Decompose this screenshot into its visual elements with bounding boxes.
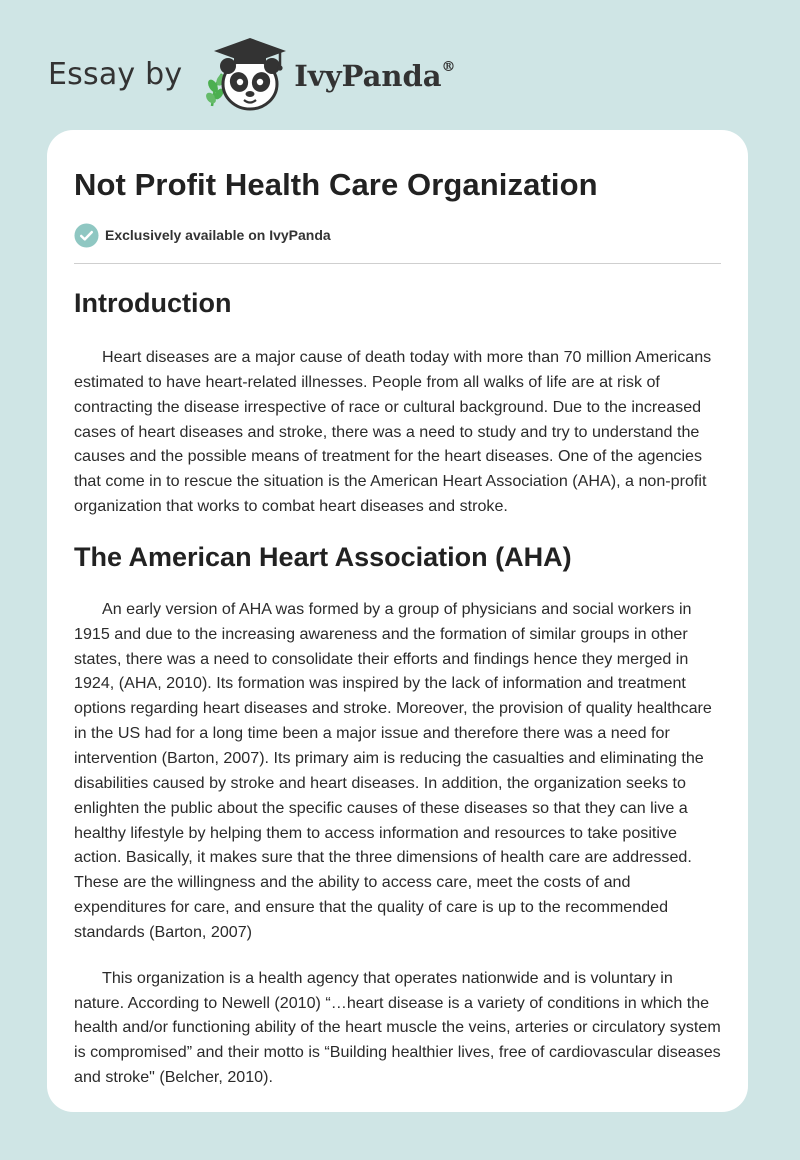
essay-by-label: Essay by	[48, 56, 183, 92]
brand-logo-text[interactable]: IvyPanda®	[294, 59, 456, 93]
site-header	[48, 34, 456, 114]
page-title: Not Profit Health Care Organization	[74, 167, 598, 202]
paragraph: This organization is a health agency that operates nationwide and is voluntary in nature. According to Newell (2010) “…heart disease is a variety of conditions in which the health and/or functioning ability of the heart muscle the veins, arteries or circulatory system is compromised” and their motto is “Building healthier lives, free of cardiovascular diseases and stroke" (Belcher, 2010).	[74, 968, 721, 1087]
paragraph: Heart diseases are a major cause of death today with more than 70 million Americans estimated to have heart-related illnesses. People from all walks of life are at risk of contracting the disease irrespective of race or cultural background. Due to the increased cases of heart diseases and stroke, there was a need to study and try to understand the causes and the possible means of treatment for the heart diseases. One of the agencies that come in to rescue the situation is the American Heart Association (AHA), a non-profit organization that works to combat heart diseases and stroke.	[74, 348, 712, 516]
divider	[74, 263, 721, 264]
section-heading-aha: The American Heart Association (AHA)	[74, 541, 572, 572]
badge-label: Exclusively available on IvyPanda	[105, 227, 331, 243]
exclusive-badge	[74, 220, 721, 250]
panda-graduate-icon[interactable]	[202, 34, 286, 114]
essay-card	[47, 130, 748, 1112]
check-circle-icon	[74, 223, 99, 248]
paragraph: An early version of AHA was formed by a group of physicians and social workers in 1915 and due to the increasing awareness and the formation of similar groups in other states, there was a need to consolidate their efforts and findings hence they merged in 1924, (AHA, 2010). Its formation was inspired by the lack of information and treatment options regarding heart diseases and stroke. Moreover, the provision of quality healthcare in the US had for a long time been a major issue and therefore there was a need for intervention (Barton, 2007). Its primary aim is reducing the casualties and eliminating the disabilities caused by stroke and heart diseases. In addition, the organization seeks to enlighten the public about the specific causes of these diseases so that they can live a healthy lifestyle by helping them to access information and resources to take positive action. Basically, it makes sure that the three dimensions of health care are addressed. These are the willingness and the ability to access care, meet the costs of and expenditures for care, and ensure that the quality of care is up to the recommended standards (Barton, 2007)	[74, 599, 712, 941]
section-heading-introduction: Introduction	[74, 288, 232, 318]
registered-mark: ®	[441, 59, 456, 76]
